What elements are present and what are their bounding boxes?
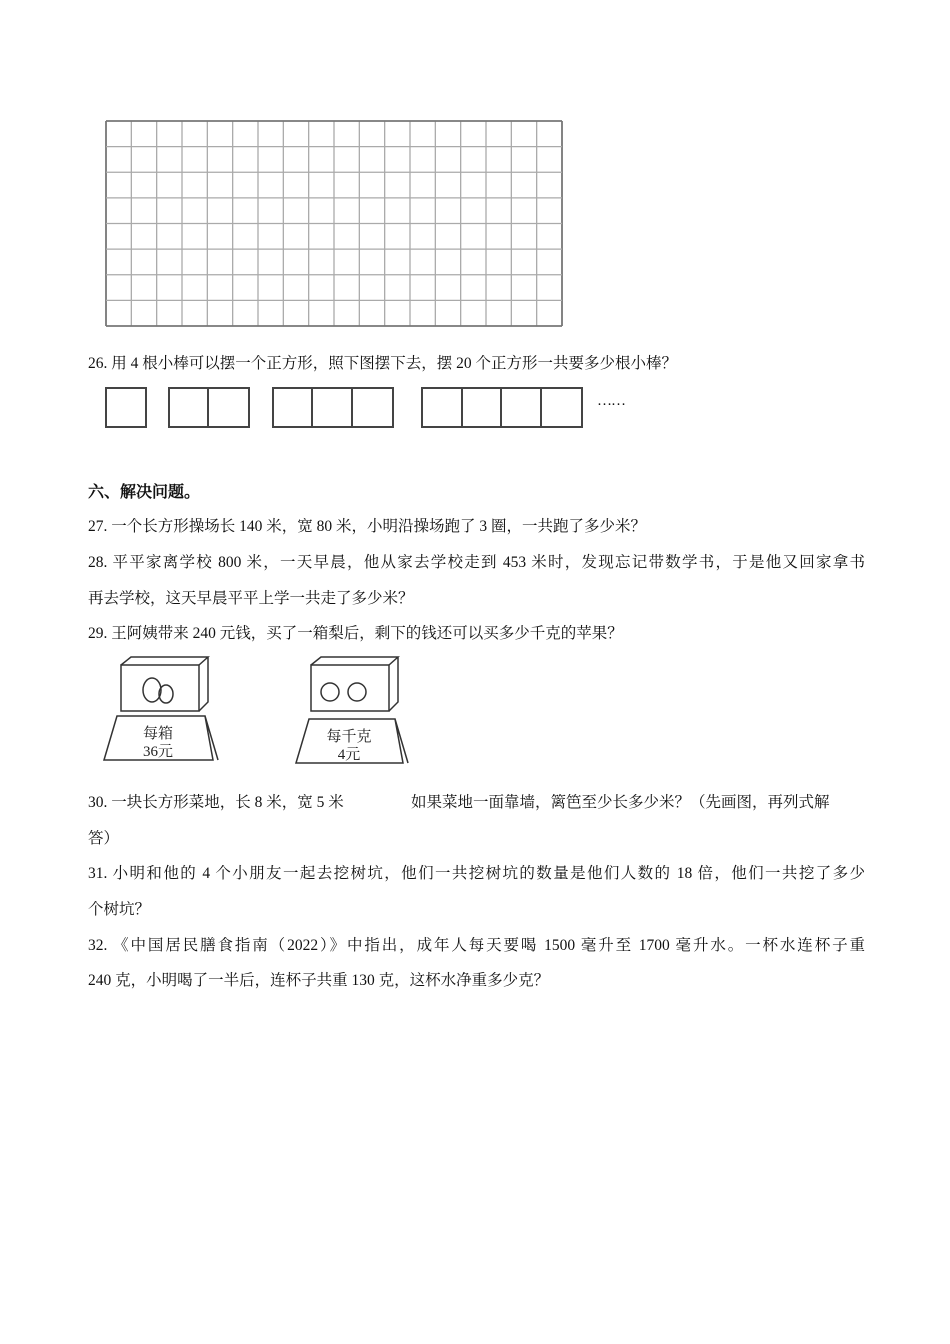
apple-box-illustration [296, 657, 408, 763]
question-28-line2: 再去学校，这天早晨平平上学一共走了多少米？ [88, 590, 414, 607]
question-30-line2: 答） [88, 830, 120, 847]
square-group [168, 387, 250, 428]
square [423, 389, 463, 426]
ellipsis: …… [597, 393, 625, 409]
pear-sign-line2: 36元 [142, 744, 174, 760]
section-title: 六、解决问题。 [88, 482, 201, 501]
square-group [105, 387, 147, 428]
square [274, 389, 313, 426]
pear-sign-line1: 每箱 [142, 726, 174, 742]
square [170, 389, 209, 426]
question-31-line1: 31. 小明和他的 4 个小朋友一起去挖树坑，他们一共挖树坑的数量是他们人数的 18 倍，他们一共挖了多少 [88, 865, 865, 882]
question-26: 26. 用 4 根小棒可以摆一个正方形，照下图摆下去，摆 20 个正方形一共要多少根小棒？ [88, 355, 678, 372]
question-30-part1: 30. 一块长方形菜地，长 8 米，宽 5 米 [88, 794, 344, 811]
square-group [421, 387, 583, 428]
square [463, 389, 503, 426]
apple-sign-line1: 每千克 [326, 729, 372, 745]
question-31-line2: 个树坑？ [88, 901, 151, 918]
pear-box-illustration [104, 657, 218, 760]
square [209, 389, 248, 426]
square [313, 389, 352, 426]
question-27: 27. 一个长方形操场长 140 米，宽 80 米，小明沿操场跑了 3 圈，一共跑了多少米？ [88, 518, 647, 535]
apple-sign-line2: 4元 [337, 747, 361, 763]
square [542, 389, 581, 426]
square [353, 389, 392, 426]
grid-paper [0, 0, 950, 340]
question-29: 29. 王阿姨带来 240 元钱，买了一箱梨后，剩下的钱还可以买多少千克的苹果？ [88, 625, 623, 642]
question-30-part2: 如果菜地一面靠墙，篱笆至少长多少米？（先画图，再列式解 [411, 794, 830, 811]
question-32-line2: 240 克，小明喝了一半后，连杯子共重 130 克，这杯水净重多少克？ [88, 972, 550, 989]
question-28-line1: 28. 平平家离学校 800 米，一天早晨，他从家去学校走到 453 米时，发现忘记带数学书，于是他又回家拿书 [88, 554, 865, 571]
square [107, 389, 145, 426]
square [502, 389, 542, 426]
square-group [272, 387, 394, 428]
question-32-line1: 32. 《中国居民膳食指南（2022）》中指出，成年人每天要喝 1500 毫升至 1700 毫升水。一杯水连杯子重 [88, 937, 865, 954]
